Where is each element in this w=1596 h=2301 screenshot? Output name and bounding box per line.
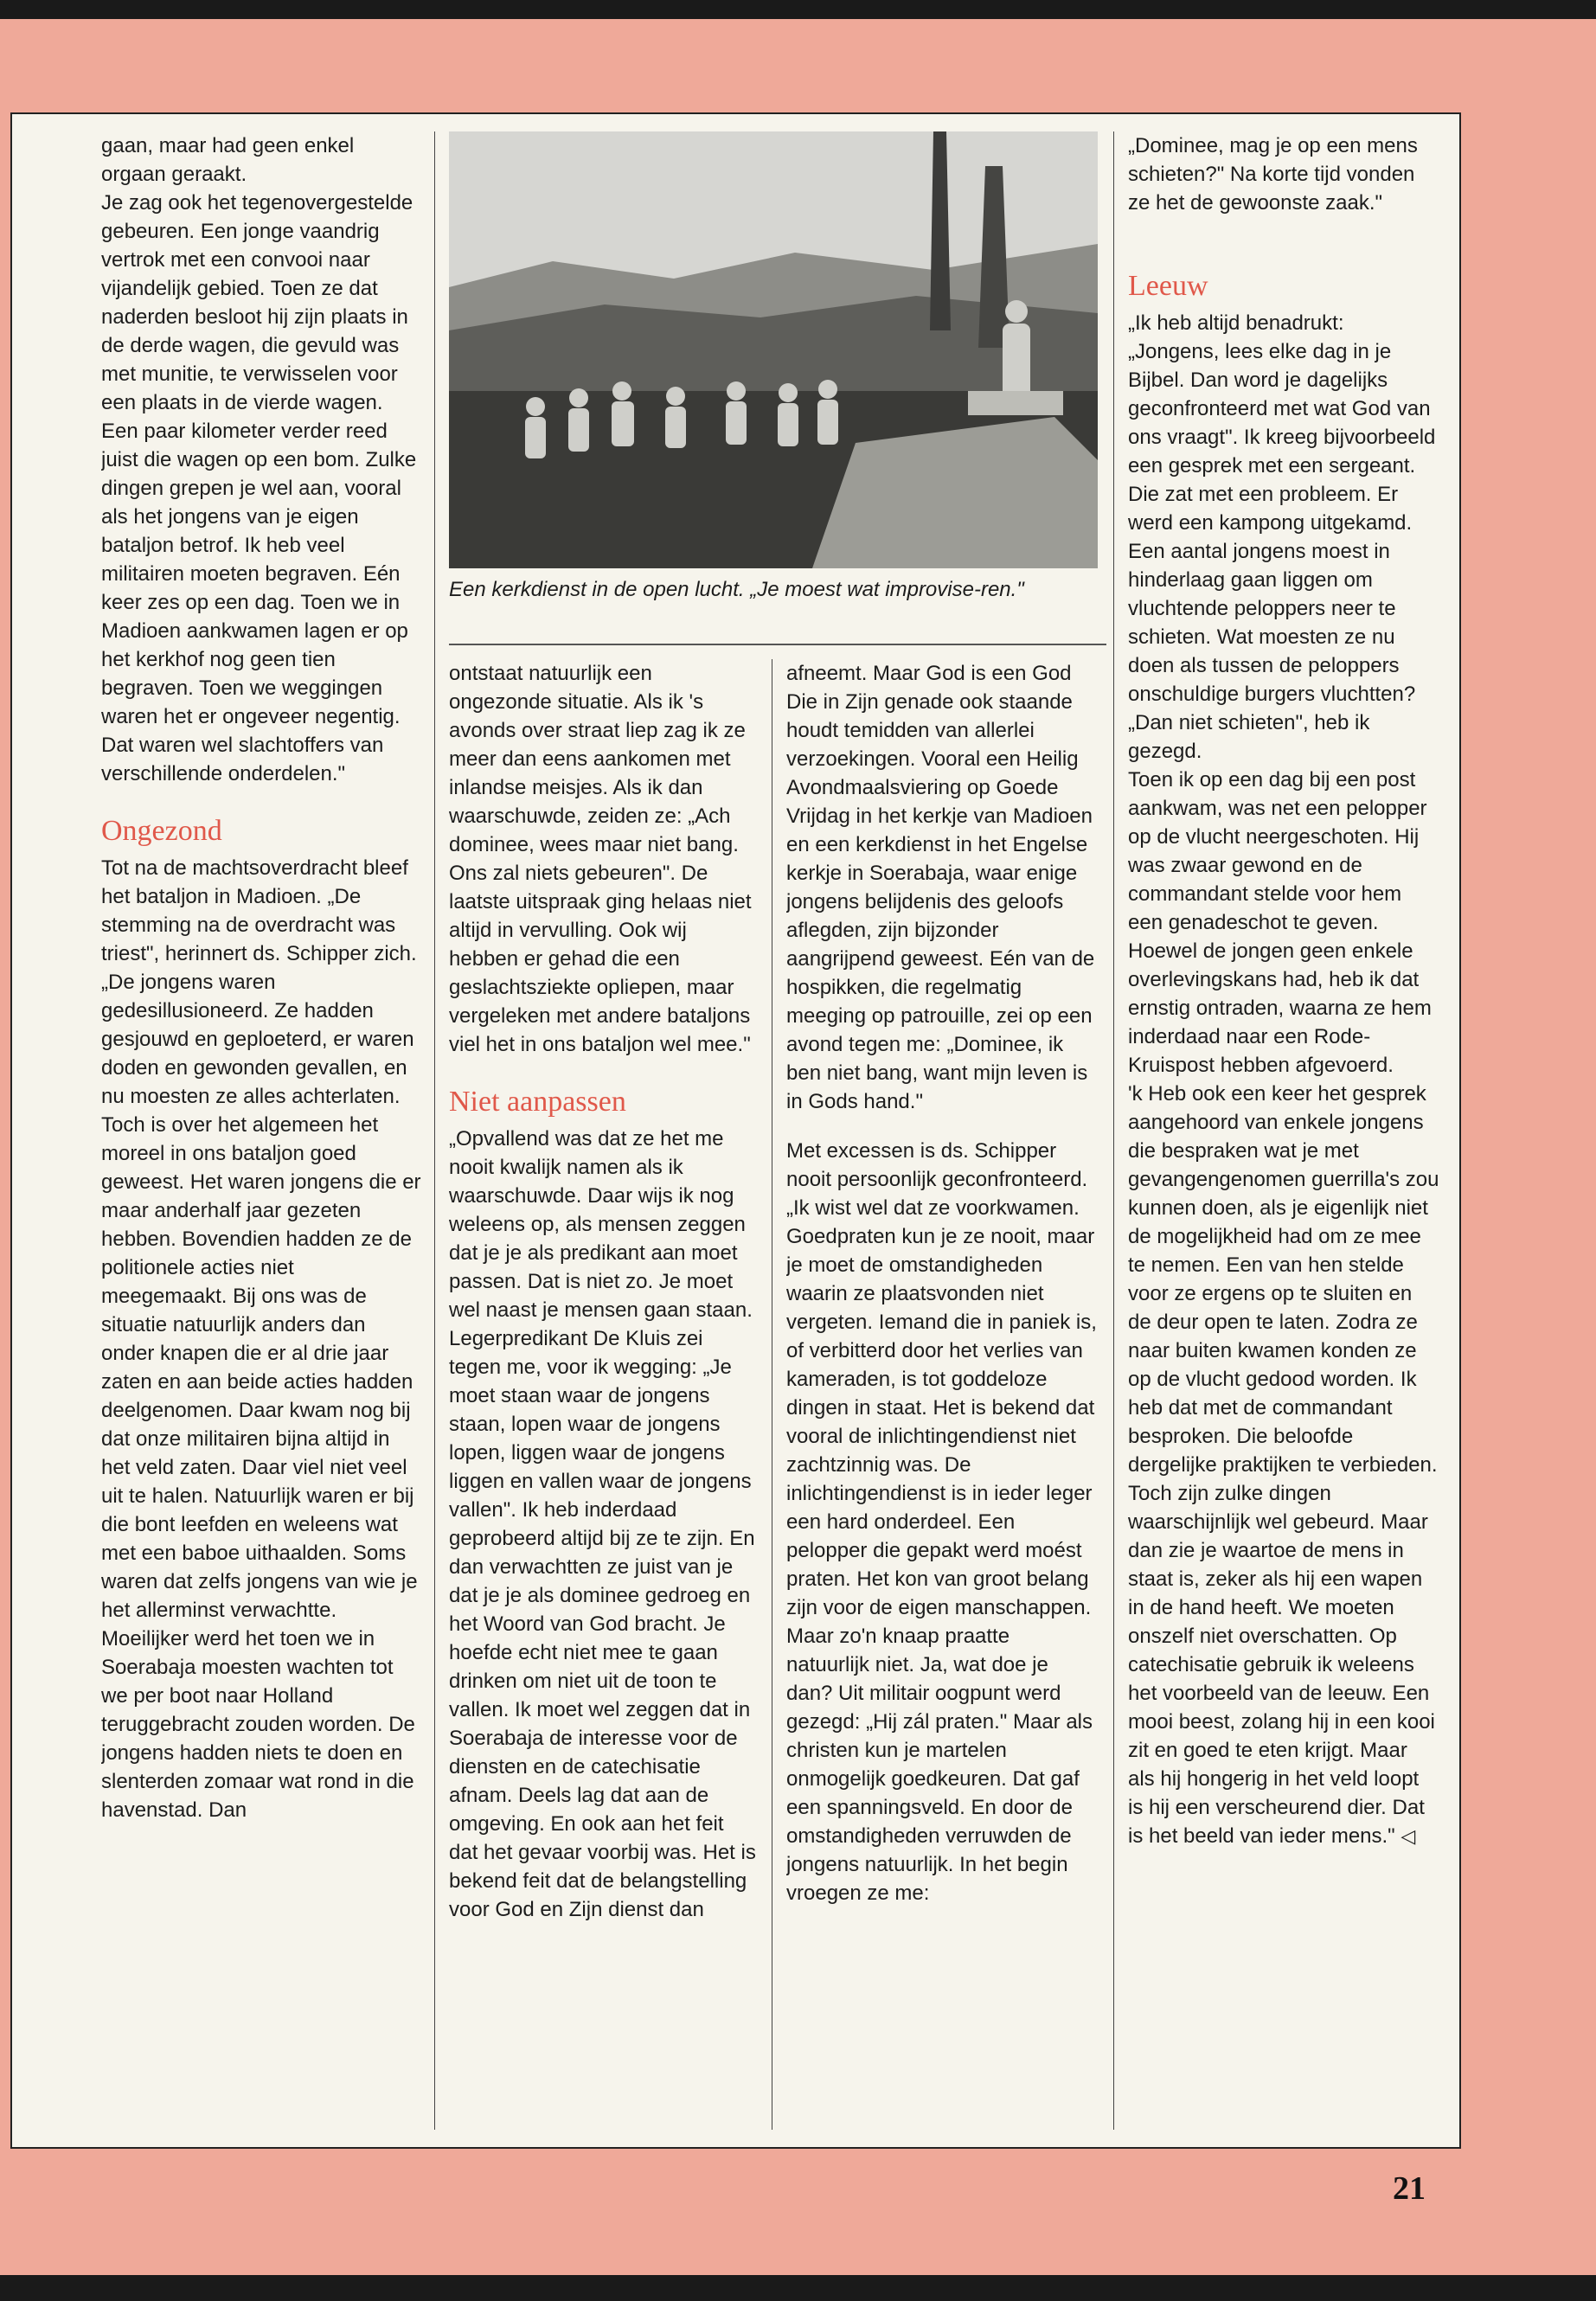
- col2-body: „Opvallend was dat ze het me nooit kwalijk namen als ik waarschuwde. Daar wijs ik nog weleens op, als mensen zeggen dat je je als predikant aan moet passen. Dat is niet zo. Je moet wel naast je mensen gaan staan. Legerpredikant De Kluis zei tegen me, voor ik wegging: „Je moet staan waar de jongens staan, lopen waar de jongens lopen, liggen waar de jongens liggen en vallen waar de jongens vallen". Ik heb inderdaad geprobeerd altijd bij ze te zijn. En dan verwachtten ze juist van je dat je je als dominee gedroeg en het Woord van God bracht. Je hoefde echt niet mee te gaan drinken om niet uit de toon te vallen. Ik moet wel zeggen dat in Soerabaja de interesse voor de diensten en de catechisatie afnam. Deels lag dat aan de omgeving. En ook aan het feit dat het gevaar voorbij was. Het is bekend feit dat de belangstelling voor God en Zijn dienst dan: [449, 1127, 756, 1921]
- end-of-article-icon: ◁: [1401, 1825, 1416, 1847]
- col3-para-2: Met excessen is ds. Schipper nooit persoonlijk geconfronteerd. „Ik wist wel dat ze voorkwamen. Goedpraten kun je ze nooit, maar je moet de omstandigheden waarin ze plaatsvonden niet vergeten. Iemand die in paniek is, of verbitterd door het verlies van kameraden, is tot goddeloze dingen in staat. Het is bekend dat vooral de inlichtingendienst niet zachtzinnig was. De inlichtingendienst is in ieder leger een hard onderdeel. Een pelopper die gepakt werd moést praten. Het kon van groot belang zijn voor de eigen manschappen. Maar zo'n knaap praatte natuurlijk niet. Ja, wat doe je dan? Uit militair oogpunt werd gezegd: „Hij zál praten." Maar als christen kun je martelen onmogelijk goedkeuren. Dat gaf een spanningsveld. En door de omstandigheden verruwden de jongens natuurlijk. In het begin vroegen ze me:: [786, 1139, 1097, 1905]
- col4-body-3: [1128, 1080, 1439, 1850]
- column-2: [449, 659, 756, 2130]
- col4-intro: „Dominee, mag je op een mens schieten?" Na korte tijd vonden ze het de gewoonste zaak.": [1128, 134, 1418, 215]
- column-divider-1: [434, 131, 435, 2130]
- top-edge-bar: [0, 0, 1596, 19]
- page-number: 21: [1393, 2170, 1426, 2207]
- magazine-page: [10, 112, 1461, 2149]
- col1-body-3: Moeilijker werd het toen we in Soerabaja moesten wachten tot we per boot naar Holland teruggebracht zouden worden. De jongens hadden niets te doen en slenterden zomaar wat rond in die havenstad. Dan: [101, 1627, 415, 1822]
- col3-para-1: afneemt. Maar God is een God Die in Zijn genade ook staande houdt temidden van allerlei verzoekingen. Vooral een Heilig Avondmaalsviering op Goede Vrijdag in het kerkje van Madioen en een kerkdienst in het Engelse kerkje in Soerabaja, waar enige jongens belijdenis des geloofs aflegden, zijn bijzonder aangrijpend geweest. Eén van de hospikken, die regelmatig meeging op patrouille, zei op een avond tegen me: „Dominee, ik ben niet bang, want mijn leven is in Gods hand.": [786, 662, 1095, 1113]
- col2-intro: ontstaat natuurlijk een ongezonde situatie. Als ik 's avonds over straat liep zag ik ze meer dan eens aankomen met inlandse meisjes. Als ik dan waarschuwde, zeiden ze: „Ach dominee, wees maar niet bang. Ons zal niets gebeuren". De laatste uitspraak ging helaas niet altijd in vervulling. Ook wij hebben er gehad die een geslachtsziekte opliepen, maar vergeleken met andere bataljons viel het in ons bataljon wel mee.": [449, 662, 752, 1056]
- col4-body-3-text: 'k Heb ook een keer het gesprek aangehoord van enkele jongens die bespraken wat je met gevangengenomen guerrilla's zou kunnen doen, als je eigenlijk niet de mogelijkheid had om ze mee te nemen. Een van hen stelde voor ze ergens op te sluiten en de deur open te laten. Zodra ze naar buiten kwamen konden ze op de vlucht gedood worden. Ik heb dat met de commandant besproken. Die beloofde dergelijke praktijken te verbieden. Toch zijn zulke dingen waarschijnlijk wel gebeurd. Maar dan zie je waartoe de mens in staat is, zeker als hij een wapen in de hand heeft. We moeten onszelf niet overschatten. Op catechisatie gebruik ik weleens het voorbeeld van de leeuw. Een mooi beest, zolang hij in een kooi zit en goed te eten krijgt. Maar als hij hongerig in het veld loopt is hij een verscheurend dier. Dat is het beeld van ieder mens.": [1128, 1082, 1439, 1848]
- column-4: [1128, 131, 1439, 2130]
- col4-body-1: „Ik heb altijd benadrukt: „Jongens, lees elke dag in je Bijbel. Dan word je dagelijks geconfronteerd met wat God van ons vraagt". Ik kreeg bijvoorbeeld een gesprek met een sergeant. Die zat met een probleem. Er werd een kampong uitgekamd. Een aantal jongens moest in hinderlaag gaan liggen om vluchtende peloppers neer te schieten. Wat moesten ze nu doen als tussen de peloppers onschuldige burgers vluchtten? „Dan niet schieten", heb ik gezegd.: [1128, 311, 1436, 763]
- heading-niet-aanpassen: Niet aanpassen: [449, 1086, 626, 1118]
- column-divider-3: [1113, 131, 1114, 2130]
- col1-intro-1: gaan, maar had geen enkel orgaan geraakt.: [101, 134, 355, 186]
- column-1: [101, 131, 421, 2130]
- church-service-photo: [449, 131, 1098, 568]
- heading-leeuw: Leeuw: [1128, 270, 1208, 302]
- bottom-edge-bar: [0, 2275, 1596, 2301]
- col1-body-1: Tot na de machtsoverdracht bleef het bataljon in Madioen. „De stemming na de overdracht was triest", herinnert ds. Schipper zich. „De jongens waren gedesillusioneerd. Ze hadden gesjouwd en geploeterd, er waren doden en gewonden gevallen, en nu moesten ze alles achterlaten.: [101, 856, 417, 1108]
- col1-intro-2: Je zag ook het tegenovergestelde gebeuren. Een jonge vaandrig vertrok met een convooi naar vijandelijk gebied. Toen ze dat naderden besloot hij zijn plaats in de derde wagen, die gevuld was met munitie, te verwisselen voor een plaats in de vierde wagen. Een paar kilometer verder reed juist die wagen op een bom. Zulke dingen grepen je wel aan, vooral als het jongens van je eigen bataljon betrof. Ik heb veel militairen moeten begraven. Eén keer zes op een dag. Toen we in Madioen aankwamen lagen er op het kerkhof nog geen tien begraven. Toen we weggingen waren het er ongeveer negentig. Dat waren wel slachtoffers van verschillende onderdelen.": [101, 191, 417, 785]
- caption-rule: [449, 644, 1106, 645]
- column-3: [786, 659, 1098, 2130]
- heading-ongezond: Ongezond: [101, 815, 222, 847]
- photo-illustration: [449, 131, 1098, 568]
- col1-body-2: Toch is over het algemeen het moreel in ons bataljon goed geweest. Het waren jongens die er maar anderhalf jaar gezeten hebben. Bovendien hadden ze de politionele acties niet meegemaakt. Bij ons was de situatie natuurlijk anders dan onder knapen die er al drie jaar zaten en aan beide acties hadden deelgenomen. Daar kwam nog bij dat onze militairen bijna altijd in het veld zaten. Daar viel niet veel uit te halen. Natuurlijk waren er bij die bont leefden en weleens wat met een baboe uithaalden. Soms waren dat zelfs jongens van wie je het allerminst verwachtte.: [101, 1113, 421, 1622]
- col4-body-2: Toen ik op een dag bij een post aankwam, was net een pelopper op de vlucht neergeschoten. Hij was zwaar gewond en de commandant stelde voor hem een genadeschot te geven. Hoewel de jongen geen enkele overlevingskans had, heb ik dat ernstig ontraden, waarna ze hem inderdaad naar een Rode-Kruispost hebben afgevoerd.: [1128, 768, 1432, 1077]
- photo-caption: Een kerkdienst in de open lucht. „Je moest wat improvise-ren.": [449, 578, 1024, 601]
